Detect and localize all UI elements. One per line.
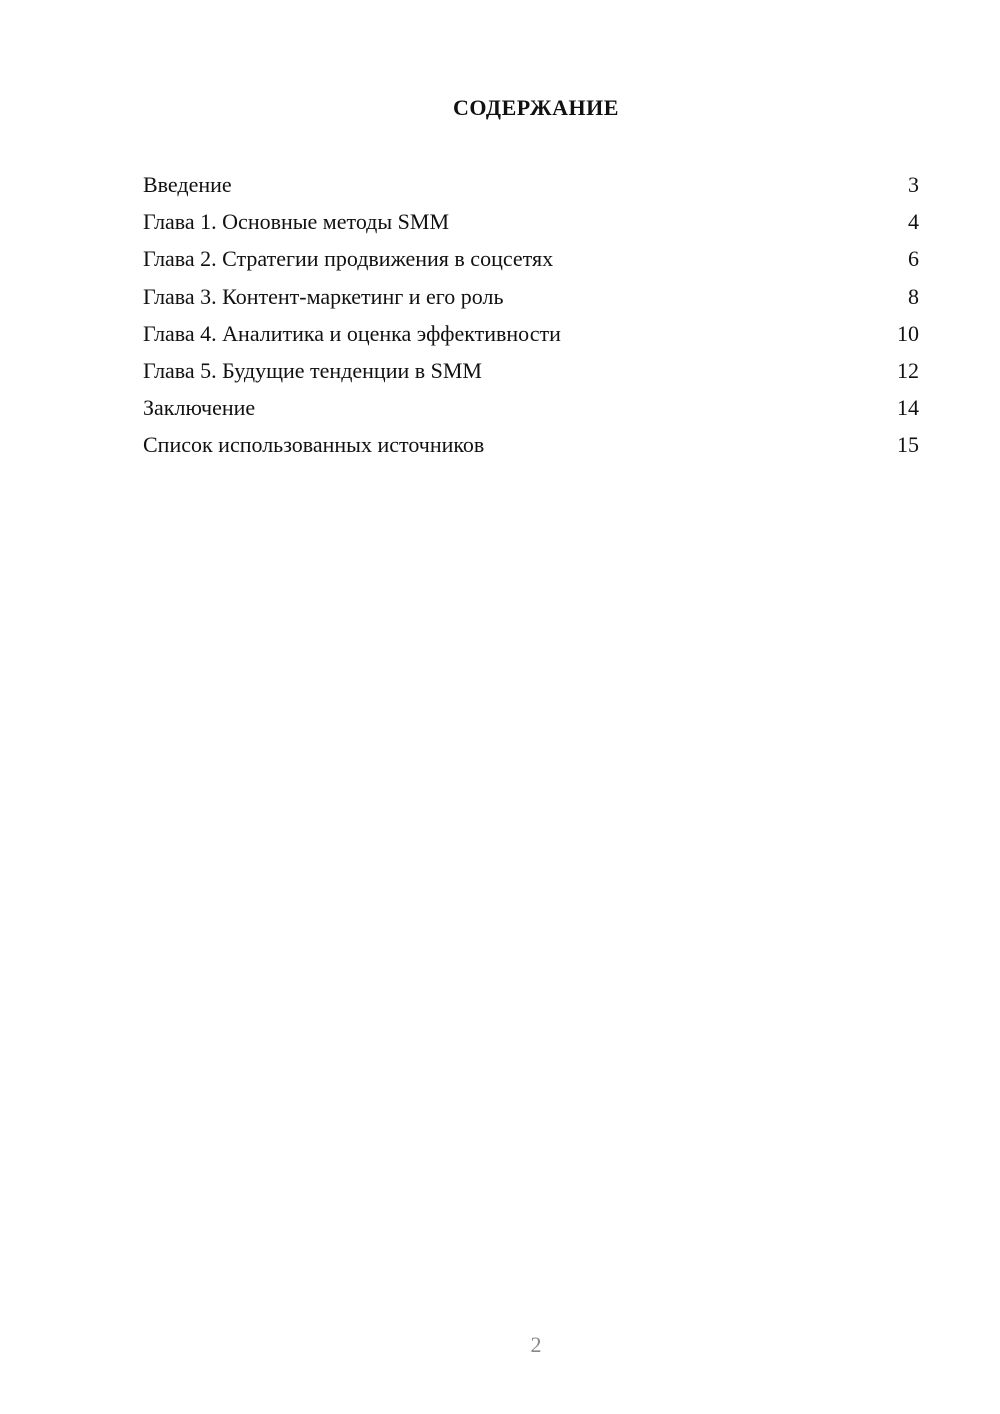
toc-entry-label: Глава 4. Аналитика и оценка эффективности [143,320,561,346]
toc-entry-chapter-5 [143,356,919,393]
toc-entry-label: Глава 3. Контент-маркетинг и его роль [143,283,504,309]
toc-entry-label: Список использованных источников [143,432,485,458]
toc-entry-page: 15 [897,432,919,458]
page-number: 2 [530,1332,542,1357]
toc-entry-chapter-2 [143,244,919,281]
page-title: СОДЕРЖАНИЕ [453,95,619,120]
toc-entry-page: 6 [908,246,919,272]
toc-entry-label: Глава 5. Будущие тенденции в SMM [143,357,482,383]
toc-entry-page: 4 [908,209,919,235]
toc-entry-label: Глава 1. Основные методы SMM [143,209,450,235]
toc-entry-chapter-3 [143,282,919,319]
toc-entry-label: Глава 2. Стратегии продвижения в соцсетях [143,246,554,272]
toc-entry-page: 3 [908,172,919,197]
toc-entry-label: Введение [143,172,232,197]
toc-entry-references [143,430,919,467]
toc-entry-chapter-4 [143,319,919,356]
toc-entry-chapter-1 [143,207,919,244]
table-of-contents [143,170,919,468]
toc-entry-page: 8 [908,283,919,309]
toc-entry-label: Заключение [143,395,256,421]
toc-entry-page: 10 [897,320,919,346]
toc-entry-page: 14 [897,395,919,421]
toc-entry-conclusion [143,393,919,430]
toc-entry-introduction [143,170,919,207]
toc-entry-page: 12 [897,357,919,383]
